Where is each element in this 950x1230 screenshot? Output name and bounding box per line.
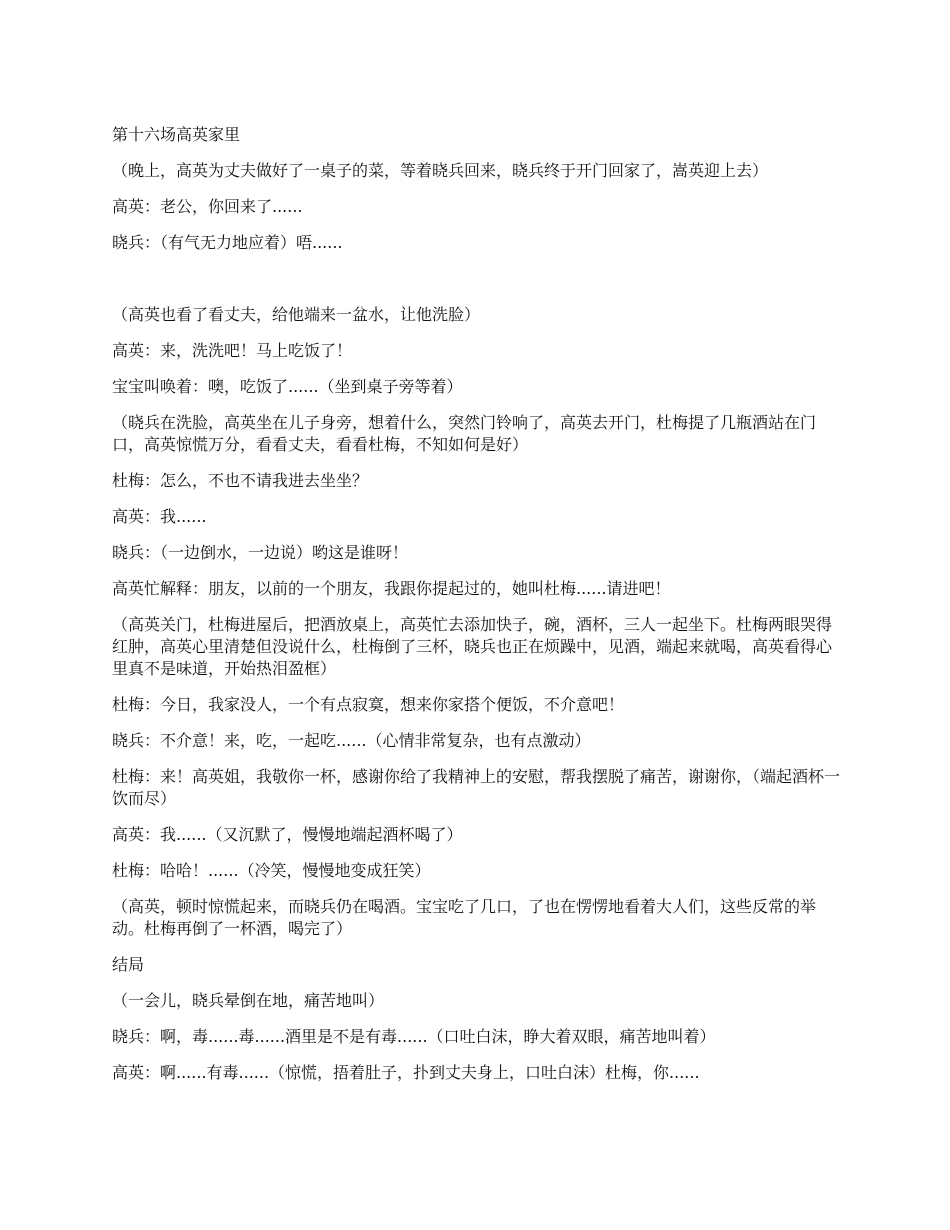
stage-direction: （晚上，高英为丈夫做好了一桌子的菜，等着晓兵回来，晓兵终于开门回家了，嵩英迎上去） [112, 161, 769, 180]
dialogue-line: 高英：我...... [112, 507, 207, 526]
dialogue-line: 杜梅：来！高英姐，我敬你一杯，感谢你给了我精神上的安慰，帮我摆脱了痛苦，谢谢你，（端起酒杯一饮而尽） [112, 767, 841, 808]
stage-direction: （高英也看了看丈夫，给他端来一盆水，让他洗脸） [112, 305, 481, 324]
dialogue-line: 杜梅：今日，我家没人，一个有点寂寞，想来你家搭个便饭，不介意吧！ [112, 695, 625, 714]
scene-heading: 第十六场高英家里 [112, 125, 241, 144]
dialogue-line: 晓兵：啊，毒......毒......酒里是不是有毒......（口吐白沫，睁大着双眼，痛苦地叫着） [112, 1027, 716, 1046]
document-page [112, 124, 842, 1098]
stage-direction: （晓兵在洗脸，高英坐在儿子身旁，想着什么，突然门铃响了，高英去开门，杜梅提了几瓶酒站在门口，高英惊慌万分，看看丈夫，看看杜梅，不知如何是好） [112, 413, 817, 454]
dialogue-line: 高英：啊......有毒......（惊慌，捂着肚子，扑到丈夫身上，口吐白沫）杜梅，你...... [112, 1063, 700, 1082]
dialogue-line: 晓兵：不介意！来，吃，一起吃......（心情非常复杂，也有点激动） [112, 731, 591, 750]
dialogue-line: 高英：老公，你回来了...... [112, 197, 303, 216]
dialogue-line: 高英：来，洗洗吧！马上吃饭了！ [112, 341, 353, 360]
dialogue-line: 晓兵：（一边倒水，一边说）哟这是谁呀！ [112, 543, 409, 562]
blank-gap [112, 268, 842, 304]
dialogue-line: 宝宝叫唤着：噢，吃饭了......（坐到桌子旁等着） [112, 377, 463, 396]
stage-direction: （一会儿，晓兵晕倒在地，痛苦地叫） [112, 991, 385, 1010]
stage-direction: （高英，顿时惊慌起来，而晓兵仍在喝酒。宝宝吃了几口，了也在愣愣地看着大人们，这些反常的举动。杜梅再倒了一杯酒，喝完了） [112, 897, 817, 938]
dialogue-line: 杜梅：哈哈！......（冷笑，慢慢地变成狂笑） [112, 861, 431, 880]
dialogue-line: 杜梅：怎么，不也不请我进去坐坐？ [112, 471, 369, 490]
section-heading: 结局 [112, 955, 145, 974]
dialogue-line: 高英忙解释：朋友，以前的一个朋友，我跟你提起过的，她叫杜梅......请进吧！ [112, 579, 671, 598]
dialogue-line: 高英：我......（又沉默了，慢慢地端起酒杯喝了） [112, 825, 463, 844]
stage-direction: （高英关门，杜梅进屋后，把酒放桌上，高英忙去添加快子，碗，酒杯，三人一起坐下。杜梅两眼哭得红肿，高英心里清楚但没说什么，杜梅倒了三杯，晓兵也正在烦躁中，见酒，端起来就喝，高英看得心里真不是味道，开始热泪盈框） [112, 615, 833, 678]
dialogue-line: 晓兵：（有气无力地应着）唔...... [112, 233, 343, 252]
